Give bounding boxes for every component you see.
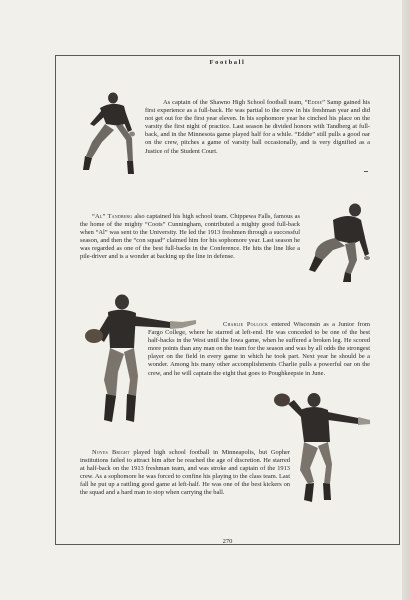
bio-pollock-text: entered Wisconsin as a Junior from Fargo College, where he starred at left-end. He was conceded to be one of the best half-backs in the West until the Iowa game, when he suffered a broken leg. He scored more points than any man on the team for the season and was by all odds the strongest player on the field in every game in which he took part. Next year he should be a wonder. Among his many other accomplishments Charlie pulls a powerful oar on the crew, and he will captain the eight that goes to Poughkeepsie in June. — [148, 321, 370, 377]
page-number: 270 — [222, 538, 233, 545]
bio-bright-name: Noyes Bright — [92, 449, 130, 456]
bio-samp-text-after: ” Samp gained his first experience as a full-back. He was partial to the crew in his freshman year and did not get out for the first year eleven. In his sophomore year he cinched his place on the varsity the first night of practice. Last season he divided honors with Tandberg at full-back, and in the Minnesota game played half for a while. “Eddie” still pulls a good oar on the crew, pitches a game of varsity ball occasionally, and is very dignified as a Justice of the Student Court. — [145, 99, 371, 155]
bio-bright-text: played high school football in Minneapolis, but Gopher institutions failed to attract him after he reached the age of discretion. He starred at half-back on the 1913 freshman team, and was stroke and captain of the 1913 crew. As a sophomore he was forced to confine his playing to the class team. Last fall he put up a rattling good game at left-half. He was one of the best kickers on the squad and a hard man to stop when carrying the ball. — [80, 449, 290, 497]
bio-bright — [80, 449, 290, 498]
bio-pollock-name: Charlie Pollock — [223, 321, 269, 328]
bio-tandberg — [80, 213, 300, 262]
player-photo-tandberg — [305, 198, 373, 286]
bio-samp-text-before: As captain of the Shawno High School football team, “ — [163, 99, 308, 106]
page-header: Football — [209, 59, 246, 66]
player-photo-samp — [80, 90, 140, 176]
separator-dash — [364, 171, 368, 172]
bio-samp — [145, 99, 370, 156]
bio-pollock — [148, 321, 370, 378]
page-edge-shadow — [402, 0, 410, 600]
bio-tandberg-text: also captained his high school team. Chippewa Falls, famous as the home of the mighty “Coots” Cunningham, contributed a mighty good full-back when “Al” was sent to the University. He led the 1913 freshmen through a successful season, and then the “con squad” claimed him for his sophomore year. Last season he was regarded as one of the best full-backs in the Conference. He hits the line like a pile-driver and is a wonder at backing up the line in defense. — [80, 213, 300, 261]
bio-tandberg-name: “Al” Tandberg — [92, 213, 133, 220]
bio-samp-name: Eddie — [307, 99, 323, 106]
